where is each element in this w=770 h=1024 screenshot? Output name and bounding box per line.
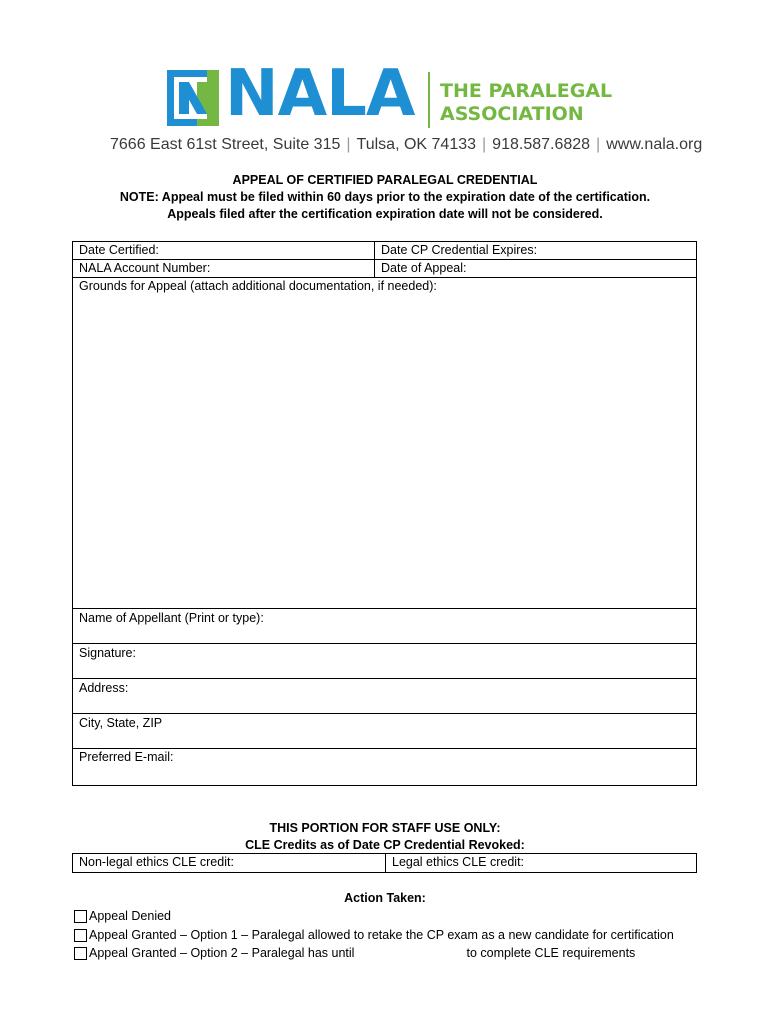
grounds-for-appeal-field[interactable]: Grounds for Appeal (attach additional documentation, if needed): bbox=[79, 279, 437, 293]
option-label: Appeal Granted – Option 2 – Paralegal has until bbox=[89, 946, 355, 960]
checkbox[interactable] bbox=[74, 929, 87, 942]
form-row bbox=[73, 609, 696, 644]
appellant-name-field[interactable]: Name of Appellant (Print or type): bbox=[79, 611, 264, 625]
website-link[interactable]: www.nala.org bbox=[606, 136, 703, 153]
signature-field[interactable]: Signature: bbox=[79, 646, 136, 660]
action-taken-heading: Action Taken: bbox=[344, 891, 426, 905]
city-state-zip-field[interactable]: City, State, ZIP bbox=[79, 716, 163, 730]
staff-section-title bbox=[0, 820, 770, 854]
city-address: Tulsa, OK 74133 bbox=[356, 136, 477, 153]
nala-logo-icon bbox=[167, 70, 219, 126]
date-certified-field[interactable]: Date Certified: bbox=[73, 242, 375, 259]
option-appeal-denied[interactable] bbox=[74, 909, 171, 923]
form-row bbox=[73, 278, 696, 609]
form-row bbox=[73, 644, 696, 679]
tagline-line2: ASSOCIATION bbox=[440, 103, 584, 125]
date-of-appeal-field[interactable]: Date of Appeal: bbox=[381, 261, 467, 275]
logo-wordmark: NALA bbox=[225, 57, 415, 131]
account-number-field[interactable]: NALA Account Number: bbox=[73, 260, 375, 277]
logo-divider bbox=[428, 72, 430, 128]
street-address: 7666 East 61st Street, Suite 315 bbox=[110, 136, 341, 153]
non-legal-ethics-field[interactable]: Non-legal ethics CLE credit: bbox=[73, 854, 386, 872]
checkbox[interactable] bbox=[74, 910, 87, 923]
contact-line: 7666 East 61st Street, Suite 315 | Tulsa, OK 74133 | 918.587.6828 | www.nala.org bbox=[110, 136, 703, 153]
form-row bbox=[73, 714, 696, 749]
form-title: APPEAL OF CERTIFIED PARALEGAL CREDENTIAL bbox=[232, 173, 538, 187]
form-row bbox=[73, 679, 696, 714]
form-note-2: Appeals filed after the certification expiration date will not be considered. bbox=[167, 207, 603, 221]
form-note: NOTE: Appeal must be filed within 60 days prior to the expiration date of the certification. bbox=[119, 190, 651, 204]
form-row bbox=[73, 242, 696, 260]
legal-ethics-field[interactable]: Legal ethics CLE credit: bbox=[392, 855, 525, 869]
option-label: Appeal Denied bbox=[89, 909, 172, 923]
tagline-line1: THE PARALEGAL bbox=[440, 80, 613, 102]
checkbox[interactable] bbox=[74, 947, 87, 960]
date-expires-field[interactable]: Date CP Credential Expires: bbox=[381, 243, 538, 257]
option-appeal-granted-2[interactable] bbox=[74, 946, 635, 960]
option-label-end: to complete CLE requirements bbox=[466, 946, 636, 960]
email-field[interactable]: Preferred E-mail: bbox=[79, 750, 174, 764]
appeal-form-table bbox=[72, 241, 697, 786]
phone-number: 918.587.6828 bbox=[492, 136, 591, 153]
logo-tagline bbox=[440, 80, 612, 126]
staff-subheading: CLE Credits as of Date CP Credential Revoked: bbox=[245, 838, 525, 852]
option-label: Appeal Granted – Option 1 – Paralegal allowed to retake the CP exam as a new candidate for certification bbox=[89, 928, 674, 942]
cle-credits-table bbox=[72, 853, 697, 873]
address-field[interactable]: Address: bbox=[79, 681, 129, 695]
form-title-block bbox=[0, 172, 770, 223]
form-row bbox=[73, 749, 696, 785]
staff-heading: THIS PORTION FOR STAFF USE ONLY: bbox=[269, 821, 501, 835]
option-appeal-granted-1[interactable] bbox=[74, 928, 674, 942]
form-row bbox=[73, 260, 696, 278]
